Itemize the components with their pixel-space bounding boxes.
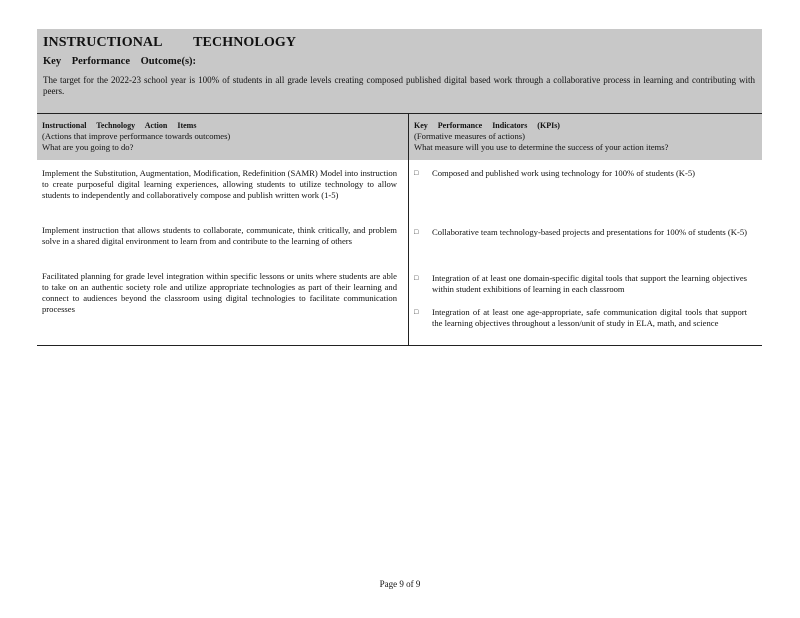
kpi-item-text: Integration of at least one domain-specific digital tools that support the learning objectives within student exhibitions of learning in each classroom [432, 273, 747, 294]
kpi-item-2 [414, 227, 747, 238]
outcomes-subtitle: Key Performance Outcome(s): [43, 56, 197, 67]
action-kpi-table [37, 113, 762, 346]
checkbox-bullet-icon: □ [414, 228, 419, 236]
page-title: INSTRUCTIONAL TECHNOLOGY [43, 35, 297, 50]
kpi-item-3 [414, 273, 747, 295]
kpi-item-text: Integration of at least one age-appropriate, safe communication digital tools that support the learning objectives throughout a lesson/unit of study in ELA, math, and science [432, 307, 747, 328]
page-number: Page 9 of 9 [379, 579, 421, 589]
action-item-1: Implement the Substitution, Augmentation, Modification, Redefinition (SAMR) Model into instruction to create purposeful digital learning experiences, allowing students to utilize technology to allow students to independently and collaboratively compose and publish written work (1-5) [42, 168, 397, 200]
kpi-header [414, 120, 754, 153]
action-items-desc: (Actions that improve performance towards outcomes) [42, 131, 231, 141]
kpi-item-text: Composed and published work using technology for 100% of students (K-5) [432, 168, 696, 178]
kpi-desc: (Formative measures of actions) [414, 131, 525, 141]
checkbox-bullet-icon: □ [414, 308, 419, 316]
action-items-question: What are you going to do? [42, 142, 134, 152]
action-item-3: Facilitated planning for grade level integration within specific lessons or units where students are able to take on an authentic society role and utilize appropriate technologies as part of their learning and connect to audiences beyond the classroom using digital technologies to facilitate communication processes [42, 271, 397, 314]
target-statement: The target for the 2022-23 school year is 100% of students in all grade levels creating composed published digital based work through a collaborative process in learning and contributing with peers. [43, 75, 755, 96]
checkbox-bullet-icon: □ [414, 274, 419, 282]
header-band [37, 29, 762, 113]
kpi-item-4 [414, 307, 747, 329]
action-items-header [42, 120, 397, 153]
column-divider [408, 114, 409, 345]
action-item-2: Implement instruction that allows students to collaborate, communicate, think critically, and problem solve in a shared digital environment to learn from and contribute to the learning of others [42, 225, 397, 246]
checkbox-bullet-icon: □ [414, 169, 419, 177]
kpi-item-text: Collaborative team technology-based projects and presentations for 100% of students (K-5) [432, 227, 748, 237]
kpi-title: Key Performance Indicators (KPIs) [414, 121, 560, 130]
action-items-title: Instructional Technology Action Items [42, 121, 197, 130]
kpi-item-1 [414, 168, 747, 179]
kpi-question: What measure will you use to determine the success of your action items? [414, 142, 669, 152]
